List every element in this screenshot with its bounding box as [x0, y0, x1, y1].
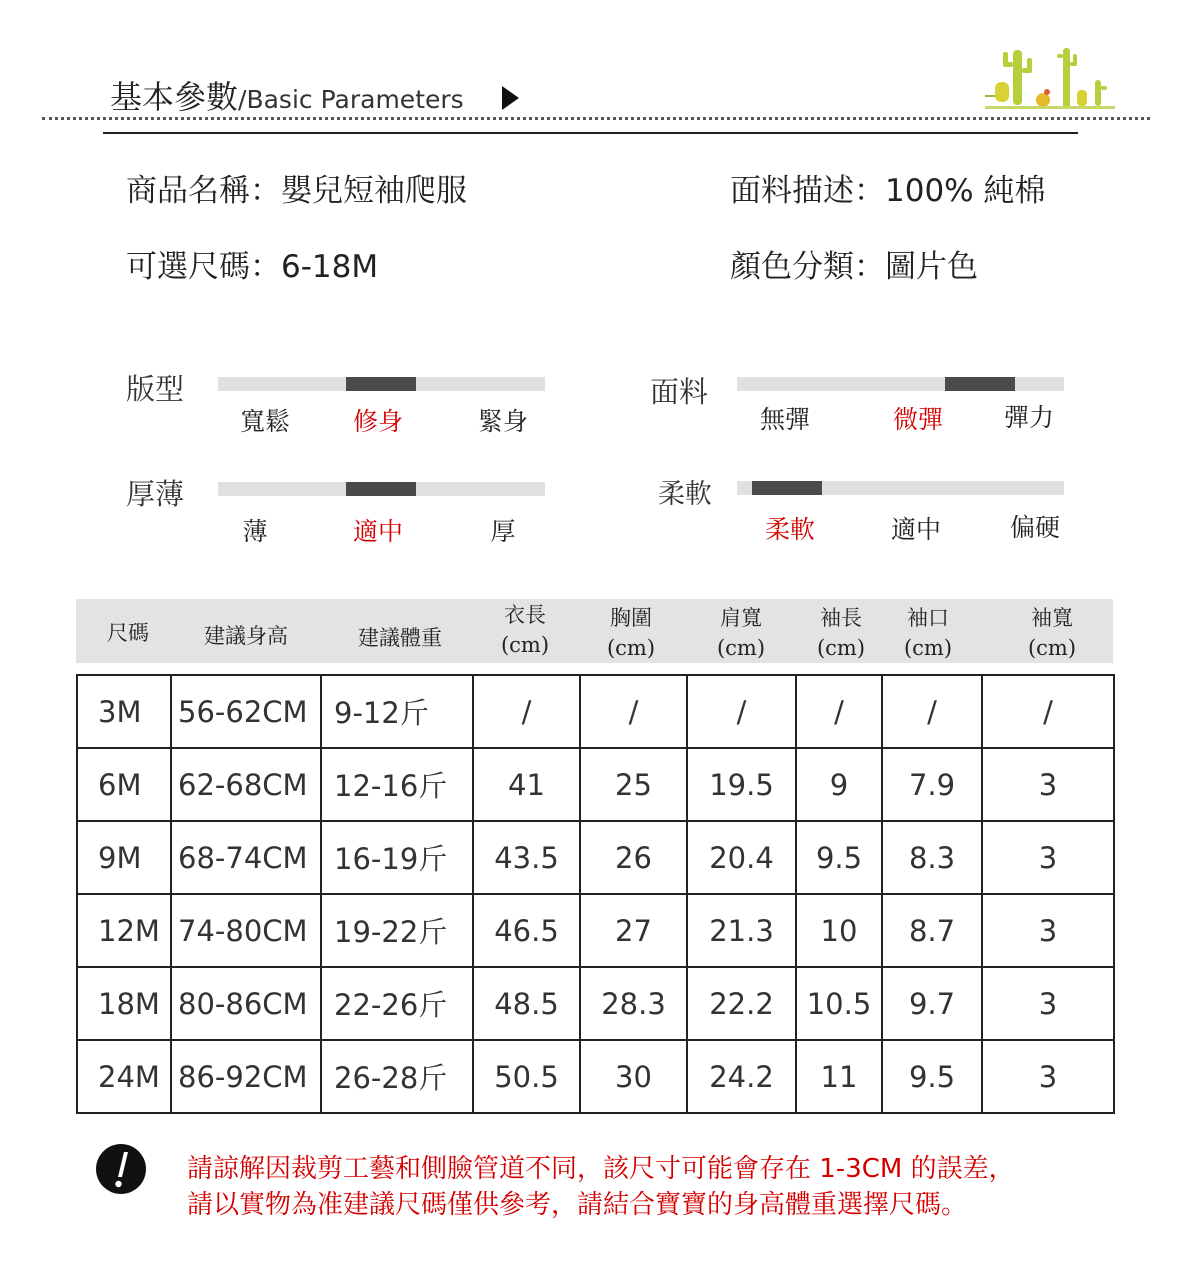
softness-scale-label: 柔軟 — [658, 479, 712, 510]
cell-weight: 26-28斤 — [321, 1040, 473, 1113]
cell-weight: 19-22斤 — [321, 894, 473, 967]
size-table — [76, 674, 1115, 1114]
cell-cuff: 8.7 — [882, 894, 982, 967]
header-sleeve-length-unit: (cm) — [816, 636, 866, 660]
table-row — [77, 967, 1114, 1040]
cell-sleeve-length: 10.5 — [796, 967, 882, 1040]
header-shoulder-unit: (cm) — [716, 636, 766, 660]
cell-shoulder: 24.2 — [687, 1040, 796, 1113]
header-cuff-unit: (cm) — [903, 636, 953, 660]
fabric-option-no-stretch: 無彈 — [759, 405, 811, 434]
fit-option-loose: 寬鬆 — [239, 407, 291, 436]
fit-option-tight: 緊身 — [477, 407, 529, 436]
cell-sleeve-length: 11 — [796, 1040, 882, 1113]
cell-size: 12M — [77, 894, 171, 967]
cell-chest: 30 — [580, 1040, 687, 1113]
header-length — [501, 600, 549, 660]
thickness-scale-track — [218, 482, 545, 496]
header-cuff — [904, 603, 952, 663]
table-row — [77, 894, 1114, 967]
size-table-header — [76, 599, 1113, 663]
thickness-scale-label: 厚薄 — [126, 477, 185, 511]
cell-height: 74-80CM — [171, 894, 321, 967]
fit-scale-track — [218, 377, 545, 391]
table-row — [77, 821, 1114, 894]
cell-weight: 22-26斤 — [321, 967, 473, 1040]
fabric-scale-label: 面料 — [650, 375, 709, 409]
header-chest — [607, 603, 655, 663]
cell-chest: / — [580, 675, 687, 748]
notice-line-2: 請以實物為准建議尺碼僅供參考，請結合寶寶的身高體重選擇尺碼。 — [187, 1190, 968, 1220]
color-label: 顏色分類： — [730, 249, 885, 285]
cell-sleeve-length: 10 — [796, 894, 882, 967]
cell-sleeve-width: 3 — [982, 748, 1114, 821]
cell-sleeve-width: 3 — [982, 1040, 1114, 1113]
thickness-option-thick: 厚 — [490, 517, 516, 546]
cell-size: 24M — [77, 1040, 171, 1113]
header-shoulder-label: 肩寬 — [720, 606, 762, 630]
cell-cuff: 7.9 — [882, 748, 982, 821]
fit-scale-indicator — [346, 377, 416, 391]
cell-height: 80-86CM — [171, 967, 321, 1040]
sizes-value: 6-18M — [281, 249, 379, 285]
cell-weight: 12-16斤 — [321, 748, 473, 821]
cell-chest: 26 — [580, 821, 687, 894]
play-arrow-icon — [502, 86, 519, 110]
header-length-label: 衣長 — [504, 603, 546, 627]
section-title-cn: 基本參數 — [110, 78, 239, 116]
header-shoulder — [717, 603, 765, 663]
product-name-value: 嬰兒短袖爬服 — [281, 173, 467, 209]
cell-length: / — [473, 675, 580, 748]
header-sleeve-length-label: 袖長 — [820, 606, 862, 630]
sizes-label: 可選尺碼： — [126, 249, 281, 285]
header-length-unit: (cm) — [500, 633, 550, 657]
softness-option-hard: 偏硬 — [1009, 513, 1061, 542]
color-value: 圖片色 — [885, 249, 978, 285]
fabric-info — [730, 165, 1045, 210]
section-title-en: Basic Parameters — [246, 85, 464, 114]
cell-length: 50.5 — [473, 1040, 580, 1113]
table-row — [77, 675, 1114, 748]
section-title — [110, 72, 464, 118]
color-info — [730, 241, 978, 286]
fabric-label: 面料描述： — [730, 173, 885, 209]
fit-scale-label: 版型 — [126, 372, 185, 406]
header-chest-label: 胸圍 — [610, 606, 652, 630]
fabric-value: 100% 純棉 — [885, 173, 1046, 209]
cell-height: 68-74CM — [171, 821, 321, 894]
table-row — [77, 748, 1114, 821]
header-sleeve-width-unit: (cm) — [1027, 636, 1077, 660]
softness-option-soft: 柔軟 — [764, 515, 816, 544]
cell-chest: 27 — [580, 894, 687, 967]
cell-shoulder: 21.3 — [687, 894, 796, 967]
cell-sleeve-length: 9 — [796, 748, 882, 821]
softness-scale-track — [737, 481, 1064, 495]
cell-height: 86-92CM — [171, 1040, 321, 1113]
fit-option-slim: 修身 — [352, 407, 404, 436]
section-title-sep: / — [238, 85, 247, 114]
thickness-scale-indicator — [346, 482, 416, 496]
cactus-plants-icon — [985, 40, 1115, 115]
cell-chest: 28.3 — [580, 967, 687, 1040]
header-sleeve-length — [817, 603, 865, 663]
cell-size: 18M — [77, 967, 171, 1040]
cell-size: 3M — [77, 675, 171, 748]
cell-weight: 9-12斤 — [321, 675, 473, 748]
cell-shoulder: 19.5 — [687, 748, 796, 821]
table-row — [77, 1040, 1114, 1113]
header-sleeve-width — [1028, 603, 1076, 663]
notice-line-1: 請諒解因裁剪工藝和側臉管道不同，該尺寸可能會存在 1-3CM 的誤差， — [187, 1154, 1015, 1184]
cell-shoulder: / — [687, 675, 796, 748]
fabric-scale-track — [737, 377, 1064, 391]
header-chest-unit: (cm) — [606, 636, 656, 660]
fabric-option-slight-stretch: 微彈 — [892, 405, 944, 434]
cell-size: 6M — [77, 748, 171, 821]
cell-height: 56-62CM — [171, 675, 321, 748]
cell-height: 62-68CM — [171, 748, 321, 821]
softness-scale-indicator — [752, 481, 822, 495]
header-sleeve-width-label: 袖寬 — [1031, 606, 1073, 630]
exclamation-icon — [95, 1143, 147, 1195]
cell-cuff: 9.7 — [882, 967, 982, 1040]
cell-sleeve-width: / — [982, 675, 1114, 748]
header-weight: 建議體重 — [358, 626, 442, 650]
cell-sleeve-width: 3 — [982, 967, 1114, 1040]
cell-sleeve-width: 3 — [982, 894, 1114, 967]
cell-sleeve-length: / — [796, 675, 882, 748]
cell-size: 9M — [77, 821, 171, 894]
header-size: 尺碼 — [107, 621, 149, 645]
cell-sleeve-width: 3 — [982, 821, 1114, 894]
header-cuff-label: 袖口 — [907, 606, 949, 630]
product-name-label: 商品名稱： — [126, 173, 281, 209]
cell-cuff: 8.3 — [882, 821, 982, 894]
solid-divider — [103, 132, 1078, 134]
fabric-scale-indicator — [945, 377, 1015, 391]
fabric-option-stretch: 彈力 — [1003, 403, 1055, 432]
cell-shoulder: 20.4 — [687, 821, 796, 894]
header-height: 建議身高 — [204, 624, 288, 648]
cell-length: 41 — [473, 748, 580, 821]
thickness-option-medium: 適中 — [352, 517, 404, 546]
cell-length: 43.5 — [473, 821, 580, 894]
cell-chest: 25 — [580, 748, 687, 821]
size-table-body — [77, 675, 1114, 1113]
sizes-info — [126, 241, 378, 286]
cell-shoulder: 22.2 — [687, 967, 796, 1040]
softness-option-medium: 適中 — [890, 515, 942, 544]
cell-weight: 16-19斤 — [321, 821, 473, 894]
product-name-info — [126, 165, 467, 210]
cell-length: 48.5 — [473, 967, 580, 1040]
cell-length: 46.5 — [473, 894, 580, 967]
cell-cuff: / — [882, 675, 982, 748]
cell-sleeve-length: 9.5 — [796, 821, 882, 894]
cell-cuff: 9.5 — [882, 1040, 982, 1113]
thickness-option-thin: 薄 — [242, 517, 268, 546]
dotted-divider — [42, 117, 1150, 120]
